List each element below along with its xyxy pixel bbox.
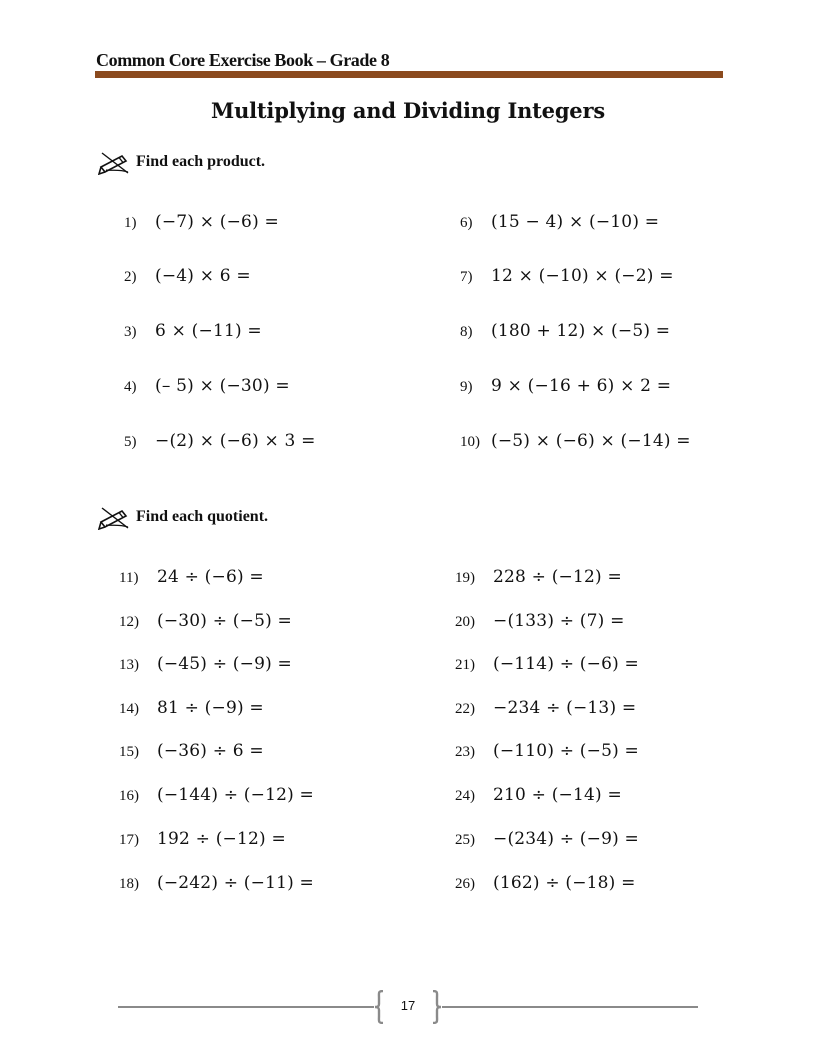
problem-expression: −(2) × (−6) × 3 =	[155, 431, 316, 451]
problem-number: 21)	[455, 657, 475, 673]
problem-expression: (−45) ÷ (−9) =	[157, 654, 292, 674]
problem-number: 4)	[124, 379, 137, 395]
problem-number: 23)	[455, 744, 475, 760]
problem-number: 25)	[455, 832, 475, 848]
problem-expression: 192 ÷ (−12) =	[157, 829, 286, 849]
problem-expression: 210 ÷ (−14) =	[493, 785, 622, 805]
problem-expression: (−30) ÷ (−5) =	[157, 611, 292, 631]
instruction-product	[98, 148, 265, 176]
problem-8	[460, 321, 670, 341]
problem-expression: −(133) ÷ (7) =	[493, 611, 625, 631]
problem-10	[460, 431, 691, 451]
problem-expression: −(234) ÷ (−9) =	[493, 829, 639, 849]
problem-5	[124, 431, 316, 451]
problem-number: 3)	[124, 324, 137, 340]
footer-bracket-left	[374, 990, 384, 1024]
problem-number: 6)	[460, 215, 473, 231]
header-rule	[95, 71, 723, 78]
header-title: Common Core Exercise Book – Grade 8	[96, 50, 390, 70]
problem-number: 22)	[455, 701, 475, 717]
problem-number: 16)	[119, 788, 139, 804]
problem-12	[119, 611, 292, 631]
problem-expression: (−7) × (−6) =	[155, 212, 279, 232]
problem-number: 8)	[460, 324, 473, 340]
footer-rule-right	[442, 1006, 698, 1008]
problem-expression: (−242) ÷ (−11) =	[157, 873, 314, 893]
problem-26	[455, 873, 636, 893]
problem-number: 15)	[119, 744, 139, 760]
problem-14	[119, 698, 264, 718]
problem-number: 5)	[124, 434, 137, 450]
problem-number: 1)	[124, 215, 137, 231]
problem-number: 14)	[119, 701, 139, 717]
problem-expression: 6 × (−11) =	[155, 321, 262, 341]
problem-number: 11)	[119, 570, 139, 586]
problem-11	[119, 567, 264, 587]
instruction-label: Find each quotient.	[136, 508, 269, 525]
problem-number: 12)	[119, 614, 139, 630]
problem-20	[455, 611, 625, 631]
problem-expression: (−114) ÷ (−6) =	[493, 654, 639, 674]
problem-expression: (−5) × (−6) × (−14) =	[491, 431, 691, 451]
problem-18	[119, 873, 314, 893]
problem-number: 10)	[460, 434, 480, 450]
problem-25	[455, 829, 639, 849]
problem-15	[119, 741, 264, 761]
problem-expression: 24 ÷ (−6) =	[157, 567, 264, 587]
problem-21	[455, 654, 639, 674]
problem-expression: (−110) ÷ (−5) =	[493, 741, 639, 761]
instruction-quotient	[98, 503, 268, 531]
problem-number: 7)	[460, 269, 473, 285]
problem-17	[119, 829, 286, 849]
problem-expression: 228 ÷ (−12) =	[493, 567, 622, 587]
problem-number: 20)	[455, 614, 475, 630]
problem-7	[460, 266, 674, 286]
problem-number: 2)	[124, 269, 137, 285]
problem-3	[124, 321, 262, 341]
problem-23	[455, 741, 639, 761]
problem-number: 18)	[119, 876, 139, 892]
problem-number: 19)	[455, 570, 475, 586]
problem-expression: 9 × (−16 + 6) × 2 =	[491, 376, 672, 396]
page-number: 17	[400, 998, 416, 1013]
pencil-icon	[98, 149, 130, 175]
problem-expression: (180 + 12) × (−5) =	[491, 321, 671, 341]
instruction-label: Find each product.	[136, 153, 266, 170]
problem-expression: −234 ÷ (−13) =	[493, 698, 637, 718]
problem-number: 9)	[460, 379, 473, 395]
pencil-icon	[98, 504, 130, 530]
problem-number: 17)	[119, 832, 139, 848]
problem-expression: 12 × (−10) × (−2) =	[491, 266, 674, 286]
page-title: Multiplying and Dividing Integers	[211, 98, 605, 123]
problem-24	[455, 785, 622, 805]
problem-expression: (15 − 4) × (−10) =	[491, 212, 660, 232]
problem-2	[124, 266, 251, 286]
problem-19	[455, 567, 622, 587]
problem-expression: (– 5) × (−30) =	[155, 376, 290, 396]
problem-6	[460, 212, 659, 232]
footer-bracket-right	[432, 990, 442, 1024]
problem-22	[455, 698, 636, 718]
problem-number: 13)	[119, 657, 139, 673]
problem-expression: (−144) ÷ (−12) =	[157, 785, 314, 805]
problem-16	[119, 785, 314, 805]
problem-1	[124, 212, 279, 232]
problem-13	[119, 654, 292, 674]
problem-number: 26)	[455, 876, 475, 892]
problem-expression: (−36) ÷ 6 =	[157, 741, 264, 761]
problem-expression: 81 ÷ (−9) =	[157, 698, 264, 718]
footer-rule-left	[118, 1006, 374, 1008]
problem-number: 24)	[455, 788, 475, 804]
problem-expression: (162) ÷ (−18) =	[493, 873, 636, 893]
problem-expression: (−4) × 6 =	[155, 266, 251, 286]
problem-9	[460, 376, 671, 396]
problem-4	[124, 376, 290, 396]
